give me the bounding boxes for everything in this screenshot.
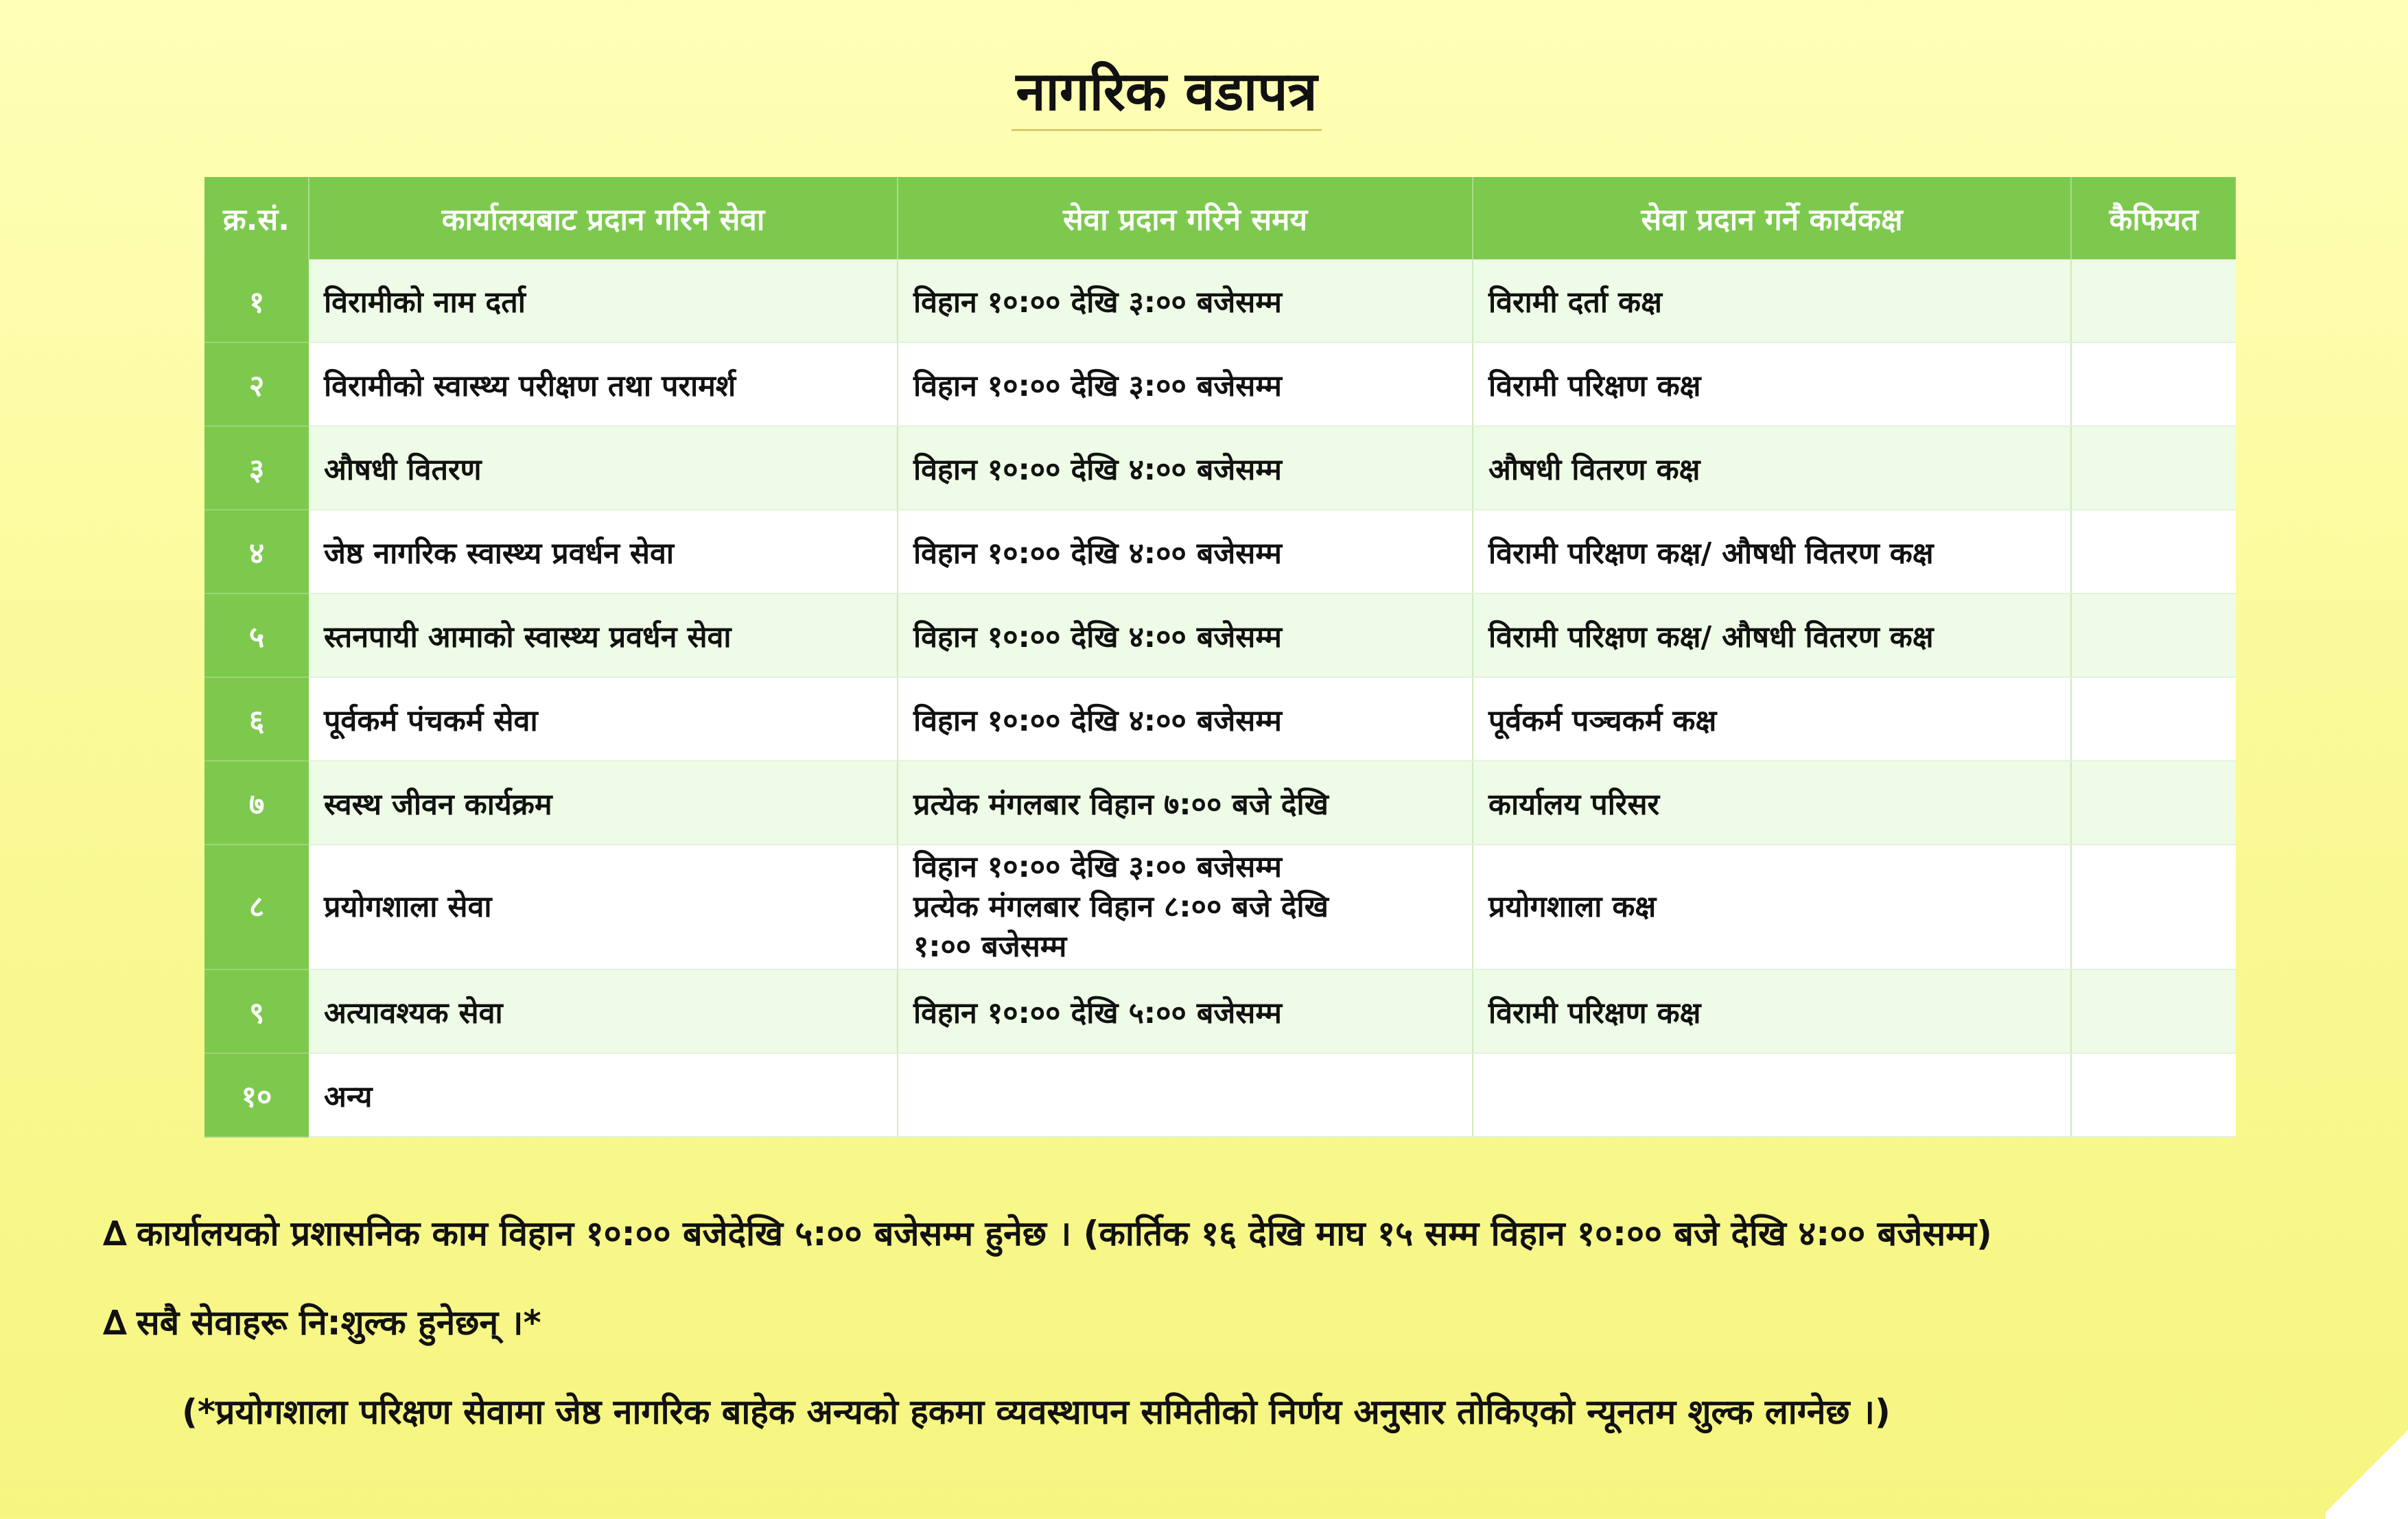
table-row [204,677,2236,761]
service-time-line: विहान १०:०० देखि ४:०० बजेसम्म [913,620,1282,655]
service-time-line: विहान १०:०० देखि ४:०० बजेसम्म [913,452,1282,487]
row-service-time [898,510,1473,593]
header-service-time: सेवा प्रदान गरिने समय [898,177,1473,259]
row-service-room: कार्यालय परिसर [1473,761,2071,845]
row-serial-number: ४ [204,510,309,593]
row-service: पूर्वकर्म पंचकर्म सेवा [309,677,898,761]
row-remarks [2071,510,2236,593]
row-service-time [898,969,1473,1053]
table-body [204,259,2236,1137]
table-row [204,510,2236,593]
row-serial-number: ९ [204,969,309,1053]
row-service: विरामीको नाम दर्ता [309,259,898,342]
row-service: अन्य [309,1053,898,1137]
row-remarks [2071,259,2236,342]
row-serial-number: ७ [204,761,309,845]
row-remarks [2071,1053,2236,1137]
header-service-room: सेवा प्रदान गर्ने कार्यकक्ष [1473,177,2071,259]
row-service: स्वस्थ जीवन कार्यक्रम [309,761,898,845]
page-title [0,63,2333,131]
note-office-hours [103,1209,2333,1256]
row-service-time [898,677,1473,761]
row-service-room: विरामी परिक्षण कक्ष [1473,969,2071,1053]
row-service-room: पूर्वकर्म पञ्चकर्म कक्ष [1473,677,2071,761]
service-time-line: विहान १०:०० देखि ५:०० बजेसम्म [913,996,1282,1031]
row-service-time [898,761,1473,845]
table-row [204,761,2236,845]
row-serial-number: २ [204,342,309,426]
citizen-charter-table [204,177,2236,1138]
page-curl-decoration [2326,1423,2408,1519]
row-service-time [898,845,1473,969]
note-free-services [103,1298,2333,1345]
row-remarks [2071,761,2236,845]
table-row [204,1053,2236,1137]
row-service-time [898,426,1473,510]
note-free-services-text: सबै सेवाहरू नि:शुल्क हुनेछन् ।* [136,1303,541,1343]
table-row [204,969,2236,1053]
row-service-time [898,342,1473,426]
row-remarks [2071,845,2236,969]
note-office-hours-text: कार्यालयको प्रशासनिक काम विहान १०:०० बजेदेखि ५:०० बजेसम्म हुनेछ । (कार्तिक १६ देखि माघ १५ सम्म विहान १०:०० बजे देखि ४:०० बजेसम्म) [136,1214,1992,1253]
row-serial-number: ५ [204,593,309,677]
table-row [204,426,2236,510]
row-service-room: औषधी वितरण कक्ष [1473,426,2071,510]
row-service-time [898,259,1473,342]
row-serial-number: १ [204,259,309,342]
header-service: कार्यालयबाट प्रदान गरिने सेवा [309,177,898,259]
row-serial-number: १० [204,1053,309,1137]
service-time-line: प्रत्येक मंगलबार विहान ८:०० बजे देखि [913,889,1329,924]
row-service: अत्यावश्यक सेवा [309,969,898,1053]
row-remarks [2071,677,2236,761]
service-time-line: विहान १०:०० देखि ३:०० बजेसम्म [913,849,1282,884]
table-row [204,593,2236,677]
service-time-line: विहान १०:०० देखि ४:०० बजेसम्म [913,703,1282,738]
page-title-text: नागरिक वडापत्र [1012,63,1321,131]
note-lab-fee: (*प्रयोगशाला परिक्षण सेवामा जेष्ठ नागरिक बाहेक अन्यको हकमा व्यवस्थापन समितीको निर्णय अनुसार तोकिएको न्यूनतम शुल्क लाग्नेछ ।) [182,1392,1891,1432]
row-service-time [898,593,1473,677]
header-remarks: कैफियत [2071,177,2236,259]
service-time-line: विहान १०:०० देखि ३:०० बजेसम्म [913,285,1282,320]
row-service: प्रयोगशाला सेवा [309,845,898,969]
service-time-line: १:०० बजेसम्म [913,930,1067,965]
table-row [204,845,2236,969]
table-header-row [204,177,2236,259]
triangle-bullet-icon: ∆ [103,1214,127,1253]
row-remarks [2071,593,2236,677]
triangle-bullet-icon: ∆ [103,1303,127,1343]
service-time-line: प्रत्येक मंगलबार विहान ७:०० बजे देखि [913,787,1329,822]
table-row [204,342,2236,426]
row-remarks [2071,342,2236,426]
row-service-room [1473,1053,2071,1137]
header-serial-number: क्र.सं. [204,177,309,259]
row-serial-number: ८ [204,845,309,969]
row-remarks [2071,969,2236,1053]
row-service-time [898,1053,1473,1137]
row-service: स्तनपायी आमाको स्वास्थ्य प्रवर्धन सेवा [309,593,898,677]
service-time-line: विहान १०:०० देखि ३:०० बजेसम्म [913,368,1282,403]
row-service-room: प्रयोगशाला कक्ष [1473,845,2071,969]
row-service-room: विरामी परिक्षण कक्ष/ औषधी वितरण कक्ष [1473,510,2071,593]
table-row [204,259,2236,342]
row-service-room: विरामी दर्ता कक्ष [1473,259,2071,342]
row-service: जेष्ठ नागरिक स्वास्थ्य प्रवर्धन सेवा [309,510,898,593]
row-remarks [2071,426,2236,510]
row-serial-number: ३ [204,426,309,510]
row-service: विरामीको स्वास्थ्य परीक्षण तथा परामर्श [309,342,898,426]
row-service: औषधी वितरण [309,426,898,510]
row-service-room: विरामी परिक्षण कक्ष [1473,342,2071,426]
row-service-room: विरामी परिक्षण कक्ष/ औषधी वितरण कक्ष [1473,593,2071,677]
service-time-line: विहान १०:०० देखि ४:०० बजेसम्म [913,536,1282,571]
row-serial-number: ६ [204,677,309,761]
